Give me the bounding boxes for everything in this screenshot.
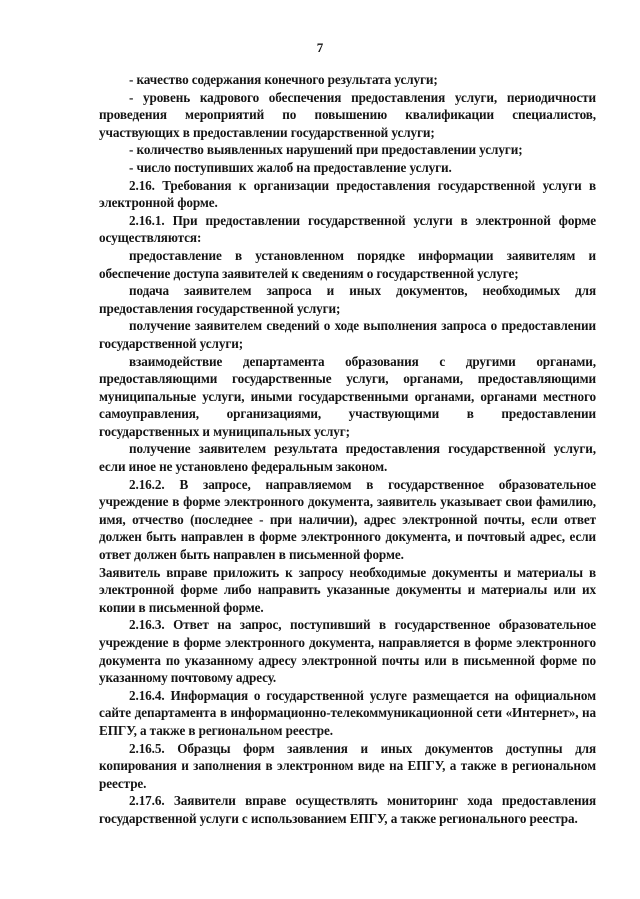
paragraph-section-2-16-5: 2.16.5. Образцы форм заявления и иных документов доступны для копирования и заполнения в электронном виде на ЕПГУ, а также в региональном реестре. (99, 740, 596, 791)
paragraph-section-2-17-6: 2.17.6. Заявители вправе осуществлять мониторинг хода предоставления государственной услуги с использованием ЕПГУ, а также регионального реестра. (99, 793, 596, 826)
paragraph-item-status: получение заявителем сведений о ходе выполнения запроса о предоставлении государственной услуги; (99, 318, 596, 351)
paragraph-section-2-16-1: 2.16.1. При предоставлении государственной услуги в электронной форме осуществляются: (99, 212, 596, 246)
paragraph-section-2-16: 2.16. Требования к организации предоставления государственной услуги в электронной форме. (99, 177, 596, 211)
paragraph-item-request: подача заявителем запроса и иных документов, необходимых для предоставления государственной услуги; (99, 283, 596, 316)
paragraph-section-2-16-4: 2.16.4. Информация о государственной услуге размещается на официальном сайте департамента в информационно-телекоммуникационной сети «Интернет», на ЕПГУ, а также в региональном реестре. (99, 687, 596, 738)
paragraph-bullet-violations: - количество выявленных нарушений при предоставлении услуги; (129, 142, 523, 158)
document-body (99, 71, 596, 828)
paragraph-item-information: предоставление в установленном порядке информации заявителям и обеспечение доступа заявителей к сведениям о государственной услуге; (99, 247, 596, 281)
paragraph-item-interaction: взаимодействие департамента образования с другими органами, предоставляющими государственные услуги, органами, предоставляющими муниципальные услуги, иными государственными органами, органами местного самоуправления, организациями, участвующими в предоставлении государственных и муниципальных услуг; (99, 353, 596, 439)
paragraph-applicant-attachments: Заявитель вправе приложить к запросу необходимые документы и материалы в электронной форме либо направить указанные документы и материалы или их копии в письменной форме. (99, 564, 596, 615)
page-number: 7 (316, 40, 324, 55)
paragraph-bullet-complaints: - число поступивших жалоб на предоставление услуги. (129, 159, 452, 175)
paragraph-bullet-staffing: - уровень кадрового обеспечения предоставления услуги, периодичности проведения мероприятий по повышению квалификации специалистов, участвующих в предоставлении государственной услуги; (99, 89, 596, 140)
paragraph-bullet-quality: - качество содержания конечного результата услуги; (129, 72, 438, 87)
paragraph-section-2-16-2: 2.16.2. В запросе, направляемом в государственное образовательное учреждение в форме электронного документа, заявитель указывает свои фамилию, имя, отчество (последнее - при наличии), адрес электронной почты, если ответ должен быть направлен в форме электронного документа, и почтовый адрес, если ответ должен быть направлен в письменной форме. (99, 476, 596, 563)
paragraph-section-2-16-3: 2.16.3. Ответ на запрос, поступивший в государственное образовательное учреждение в форме электронного документа, направляется в форме электронного документа по указанному адресу электронной почты или в письменной форме по указанному почтовому адресу. (99, 617, 596, 686)
paragraph-item-result: получение заявителем результата предоставления государственной услуги, если иное не установлено федеральным законом. (99, 441, 596, 475)
